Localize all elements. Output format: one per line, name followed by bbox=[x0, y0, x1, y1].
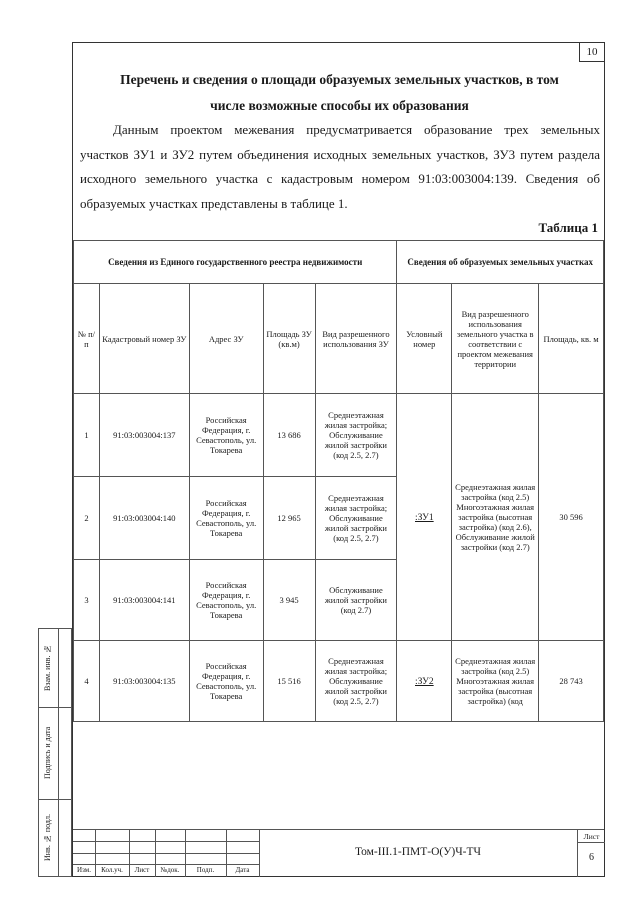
row-area: 3 945 bbox=[263, 560, 315, 641]
col-header-planned-use: Вид разрешенного использования земельного участка в соответствии с проектом межевания территории bbox=[452, 284, 539, 394]
label-ndok: №док. bbox=[160, 866, 180, 874]
group-new-area-zu2: 28 743 bbox=[539, 641, 604, 722]
row-address: Российская Федерация, г. Севастополь, ул. Токарева bbox=[189, 560, 263, 641]
row-num: 3 bbox=[74, 560, 100, 641]
group-cond-num-zu1 bbox=[397, 394, 452, 641]
group-planned-use-zu1: Среднеэтажная жилая застройка (код 2.5) Многоэтажная жилая застройка (высотная застройка) (код 2.6), Обслуживание жилой застройки (код 2.7) bbox=[452, 394, 539, 641]
cond-num-zu1: :ЗУ1 bbox=[415, 512, 434, 523]
grid-line bbox=[73, 864, 259, 865]
col-header-area: Площадь ЗУ (кв.м) bbox=[263, 284, 315, 394]
col-header-cond-num: Условный номер bbox=[397, 284, 452, 394]
col-header-num: № п/п bbox=[74, 284, 100, 394]
row-use: Среднеэтажная жилая застройка; Обслуживание жилой застройки (код 2.5, 2.7) bbox=[315, 477, 397, 560]
intro-paragraph bbox=[80, 118, 600, 216]
row-area: 13 686 bbox=[263, 394, 315, 477]
group-new-area-zu1: 30 596 bbox=[539, 394, 604, 641]
grid-line bbox=[73, 841, 259, 842]
row-use: Среднеэтажная жилая застройка; Обслуживание жилой застройки (код 2.5, 2.7) bbox=[315, 394, 397, 477]
label-podp: Подп. bbox=[196, 866, 215, 874]
row-cadastral: 91:03:003004:135 bbox=[99, 641, 189, 722]
col-header-cadastral: Кадастровый номер ЗУ bbox=[99, 284, 189, 394]
col-header-use: Вид разрешенного использования ЗУ bbox=[315, 284, 397, 394]
group-cond-num-zu2 bbox=[397, 641, 452, 722]
left-stamp bbox=[38, 628, 72, 877]
section-title-line1: Перечень и сведения о площади образуемых земельных участков, в том bbox=[120, 72, 559, 87]
table-column-header-row bbox=[74, 284, 604, 394]
row-cadastral: 91:03:003004:140 bbox=[99, 477, 189, 560]
stamp-signature-date: Подпись и дата bbox=[43, 726, 52, 780]
row-address: Российская Федерация, г. Севастополь, ул. Токарева bbox=[189, 394, 263, 477]
page-number-box: 10 bbox=[579, 42, 605, 62]
left-stamp-rule bbox=[39, 707, 71, 708]
row-use: Среднеэтажная жилая застройка; Обслуживание жилой застройки (код 2.5, 2.7) bbox=[315, 641, 397, 722]
row-num: 2 bbox=[74, 477, 100, 560]
left-stamp-rule bbox=[39, 799, 71, 800]
label-data: Дата bbox=[235, 866, 250, 874]
group-header-formed: Сведения об образуемых земельных участках bbox=[397, 241, 604, 284]
row-cadastral: 91:03:003004:141 bbox=[99, 560, 189, 641]
sheet-divider bbox=[578, 842, 605, 843]
group-header-egrn: Сведения из Единого государственного реестра недвижимости bbox=[74, 241, 397, 284]
row-use: Обслуживание жилой застройки (код 2.7) bbox=[315, 560, 397, 641]
row-address: Российская Федерация, г. Севастополь, ул. Токарева bbox=[189, 641, 263, 722]
stamp-inv-podl: Инв. № подл. bbox=[43, 814, 52, 862]
row-address: Российская Федерация, г. Севастополь, ул. Токарева bbox=[189, 477, 263, 560]
section-title-line2: числе возможные способы их образования bbox=[210, 98, 469, 113]
sheet-column bbox=[577, 830, 605, 877]
cond-num-zu2: :ЗУ2 bbox=[415, 676, 434, 687]
col-header-new-area: Площадь, кв. м bbox=[539, 284, 604, 394]
row-area: 15 516 bbox=[263, 641, 315, 722]
grid-line bbox=[73, 853, 259, 854]
stamp-vzam-inv: Взам. инв. № bbox=[43, 644, 52, 692]
table-group-header-row bbox=[74, 241, 604, 284]
intro-paragraph-text: Данным проектом межевания предусматривается образование трех земельных участков ЗУ1 и ЗУ2 путем объединения исходных земельных участков, ЗУ3 путем раздела исходного земельного участка с кадастровым номером 91:03:003004:139. Сведения об образуемых участках представлены в таблице 1. bbox=[80, 122, 600, 211]
document-code: Том-III.1-ПМТ-О(У)Ч-ТЧ bbox=[354, 846, 482, 858]
label-kol-uch: Кол.уч. bbox=[101, 866, 123, 874]
table-caption: Таблица 1 bbox=[538, 220, 598, 235]
title-block bbox=[73, 829, 604, 876]
sheet-number: 6 bbox=[589, 852, 594, 863]
row-num: 4 bbox=[74, 641, 100, 722]
row-num: 1 bbox=[74, 394, 100, 477]
row-cadastral: 91:03:003004:137 bbox=[99, 394, 189, 477]
land-plots-table bbox=[73, 240, 604, 722]
table-row bbox=[74, 641, 604, 722]
col-header-address: Адрес ЗУ bbox=[189, 284, 263, 394]
row-area: 12 965 bbox=[263, 477, 315, 560]
table-row bbox=[74, 394, 604, 477]
label-izm: Изм. bbox=[77, 866, 91, 874]
label-list: Лист bbox=[134, 866, 150, 874]
group-planned-use-zu2: Среднеэтажная жилая застройка (код 2.5) Многоэтажная жилая застройка (высотная застройка) (код bbox=[452, 641, 539, 722]
sheet-label: Лист bbox=[583, 832, 600, 841]
